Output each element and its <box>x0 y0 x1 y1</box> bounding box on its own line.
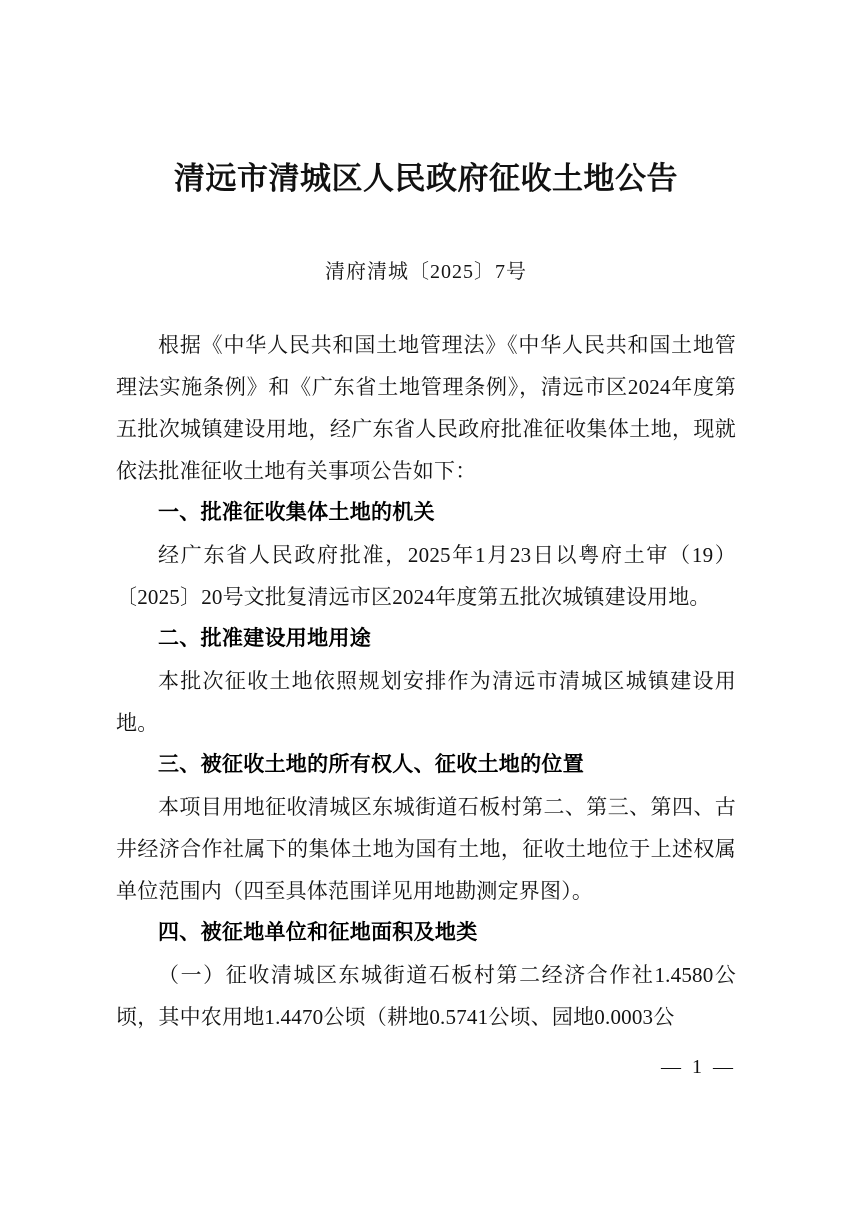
section-4-item-1: （一）征收清城区东城街道石板村第二经济合作社1.4580公顷，其中农用地1.4470公顷（耕地0.5741公顷、园地0.0003公 <box>116 962 736 1029</box>
section-heading-4: 四、被征地单位和征地面积及地类 <box>158 920 478 944</box>
document-body <box>116 284 736 1038</box>
section-heading-3: 三、被征收土地的所有权人、征收土地的位置 <box>158 752 584 776</box>
page-content <box>116 0 736 1038</box>
section-heading-2: 二、批准建设用地用途 <box>158 626 371 650</box>
page-title: 清远市清城区人民政府征收土地公告 <box>174 161 678 196</box>
section-3-body: 本项目用地征收清城区东城街道石板村第二、第三、第四、古井经济合作社属下的集体土地为国有土地，征收土地位于上述权属单位范围内（四至具体范围详见用地勘测定界图）。 <box>116 794 736 903</box>
section-heading-1: 一、批准征收集体土地的机关 <box>158 500 435 524</box>
page-number: — 1 — <box>661 1056 736 1078</box>
section-2-body: 本批次征收土地依照规划安排作为清远市清城区城镇建设用地。 <box>116 668 736 735</box>
preamble-paragraph: 根据《中华人民共和国土地管理法》《中华人民共和国土地管理法实施条例》和《广东省土地管理条例》，清远市区2024年度第五批次城镇建设用地，经广东省人民政府批准征收集体土地，现就依法批准征收土地有关事项公告如下： <box>116 332 736 483</box>
document-serial-number: 清府清城〔2025〕7号 <box>325 260 527 283</box>
section-1-body: 经广东省人民政府批准，2025年1月23日以粤府土审（19）〔2025〕20号文批复清远市区2024年度第五批次城镇建设用地。 <box>116 542 736 609</box>
